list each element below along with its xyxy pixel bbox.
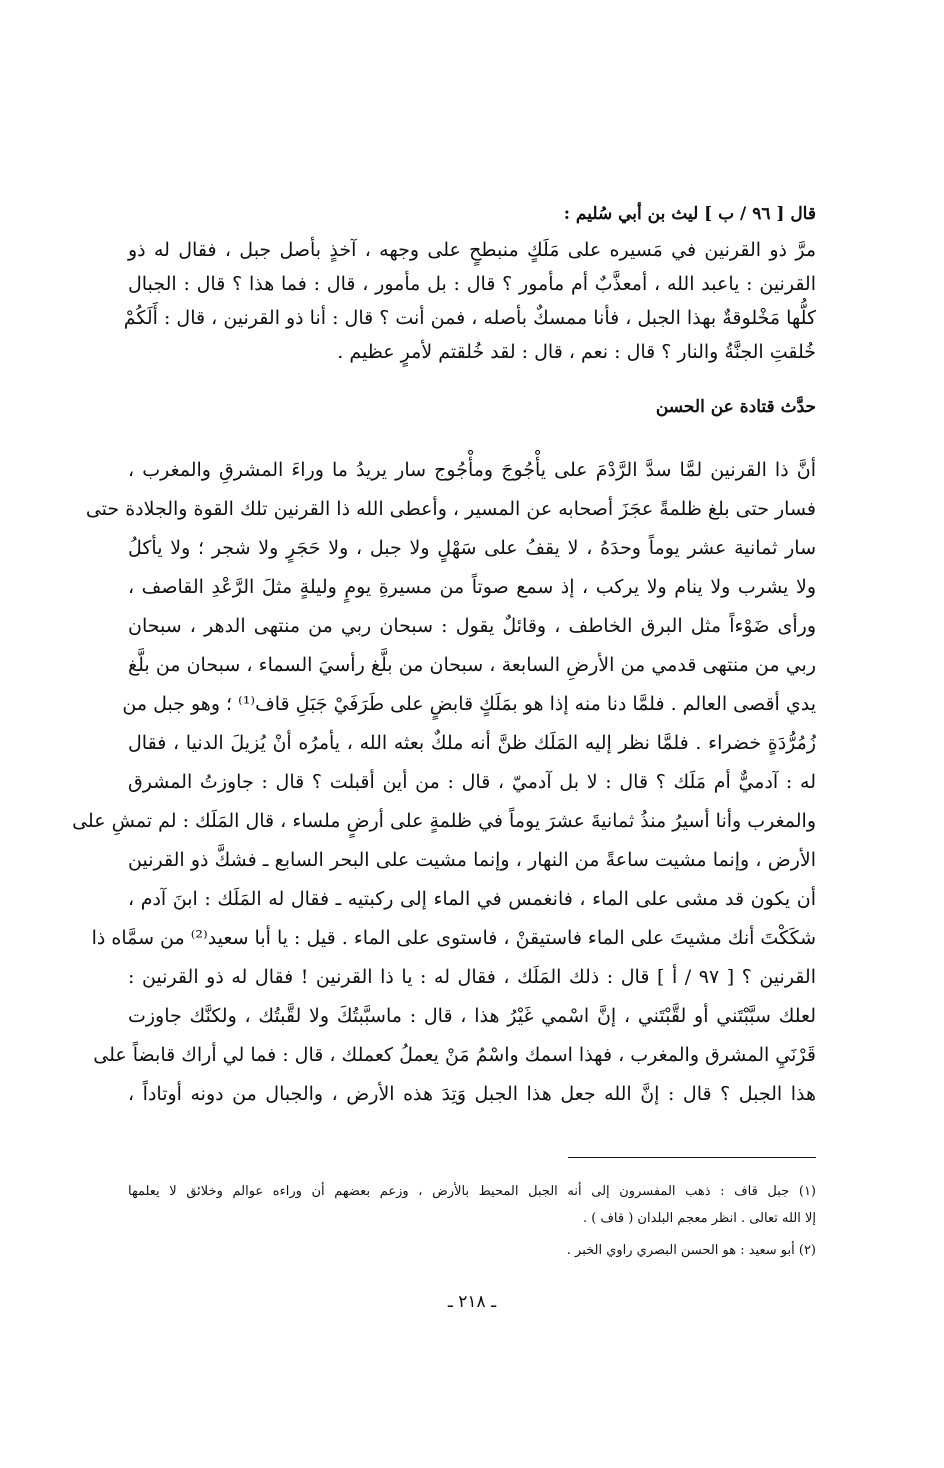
section-heading-qatada: حدَّث قتادة عن الحسن <box>655 397 816 417</box>
text-line: الأرض ، وإنما مشيت ساعةً من النهار ، وإنما مشيت على البحر السابع ـ فشكَّ ذو القرنين <box>128 849 816 871</box>
page-number: ـ ٢١٨ ـ <box>447 1292 497 1312</box>
footnote-2: (٢) أبو سعيد : هو الحسن البصري راوي الخبر . <box>566 1243 816 1258</box>
text-line: أنَّ ذا القرنين لمَّا سدَّ الرَّدْمَ على يأْجُوجَ ومأْجُوج سار يريدُ ما وراءَ المشرقِ والمغرب ، <box>128 459 816 481</box>
text-line: القرنين ؟ [ ٩٧ / أ ] قال : ذلك المَلَك ، فقال له : يا ذا القرنين ! فقال له ذو القرنين : <box>128 966 816 988</box>
text-line: ربي من منتهى قدمي من الأرضِ السابعة ، سبحان من بلَّغ رأسيَ السماء ، سبحان من بلَّغ <box>128 654 816 676</box>
footnote-1-line: (١) جبل قاف : ذهب المفسرون إلى أنه الجبل المحيط بالأرض ، وزعم بعضهم أن وراءه عوالم وخلائق لا يعلمها <box>128 1184 816 1199</box>
footnote-1-line: إلا الله تعالى . انظر معجم البلدان ( قاف ) . <box>582 1211 816 1226</box>
text-line: القرنين : ياعبد الله ، أمعذَّبٌ أم مأمور ؟ قال : بل مأمور ، قال : فما هذا ؟ قال : الجبال <box>128 273 816 295</box>
footnote-divider <box>568 1157 816 1158</box>
section-heading-laith: قال [ ٩٦ / ب ] ليث بن أبي سُليم : <box>563 204 816 224</box>
text-line: قَرْنَيِ المشرق والمغرب ، فهذا اسمك واسْمُ مَنْ يعملُ كعملك ، قال : فما لي أراك قابضاً على <box>93 1044 816 1066</box>
text-line: ورأى ضَوْءاً مثل البرق الخاطف ، وقائلٌ يقول : سبحان ربي من منتهى الدهر ، سبحان <box>128 615 816 637</box>
text-line: ولا يشرب ولا ينام ولا يركب ، إذ سمع صوتاً من مسيرةِ يومٍ وليلةٍ مثلَ الرَّعْدِ القاصف ، <box>128 576 816 598</box>
text-line: يدي أقصى العالم . فلمَّا دنا منه إذا هو بمَلَكٍ قابضٍ على طَرَفَيْ جَبَلِ قاف⁽¹⁾ ؛ وهو جبل من <box>122 693 816 715</box>
text-line: شكَكْتَ أنك مشيتَ على الماء فاستيقنْ ، فاستوى على الماء . قيل : يا أبا سعيد⁽²⁾ من سمَّاه ذا <box>91 927 816 949</box>
text-line: فسار حتى بلغ ظلمةً عجَزَ أصحابه عن المسير ، وأعطى الله ذا القرنين تلك القوة والجلادة حتى <box>85 498 816 520</box>
text-line: والمغرب وأنا أسيرُ منذُ ثمانيةَ عشرَ يوماً في ظلمةٍ على أرضٍ ملساء ، قال المَلَك : لم تمشِ على <box>72 810 816 832</box>
text-line: لعلك سبَّبْتَني أو لقَّبْتَني ، إنَّ اسْمي غَيْرُ هذا ، قال : ماسبَّبتُكَ ولا لقَّبتُك ، ولكنَّك جاوزت <box>128 1005 816 1027</box>
text-line: خُلقتِ الجنَّةُ والنار ؟ قال : نعم ، قال : لقد خُلقتم لأمرٍ عظيم . <box>337 341 816 363</box>
text-line: زُمُرُّدَةٍ خضراء . فلمَّا نظر إليه المَلَك ظنَّ أنه ملكٌ بعثه الله ، يأمرُه أنْ يُزيلَ الدنيا ، فقال <box>128 732 816 754</box>
text-line: هذا الجبل ؟ قال : إنَّ الله جعل هذا الجبل وَتِدَ هذه الأرض ، والجبال من دونه أوتاداً ، <box>128 1083 816 1105</box>
text-line: أن يكون قد مشى على الماء ، فانغمس في الماء إلى ركبتيه ـ فقال له المَلَك : ابنَ آدم ، <box>128 888 816 910</box>
text-line: مرَّ ذو القرنين في مَسيره على مَلَكٍ منبطحٍ على وجهه ، آخذٍ بأصل جبل ، فقال له ذو <box>128 239 816 261</box>
text-line: سار ثمانية عشر يوماً وحدَهُ ، لا يقفُ على سَهْلٍ ولا جبل ، ولا حَجَرٍ ولا شجر ؛ ولا يأكلُ <box>128 537 816 559</box>
text-line: كلُّها مَخْلوقةٌ بهذا الجبل ، فأنا ممسكٌ بأصله ، فمن أنت ؟ قال : أنا ذو القرنين ، قال : أَلَكُمْ <box>123 307 816 329</box>
text-line: له : آدميٌّ أم مَلَك ؟ قال : لا بل آدميّ ، قال : من أين أقبلت ؟ قال : جاوزتُ المشرق <box>128 771 816 793</box>
